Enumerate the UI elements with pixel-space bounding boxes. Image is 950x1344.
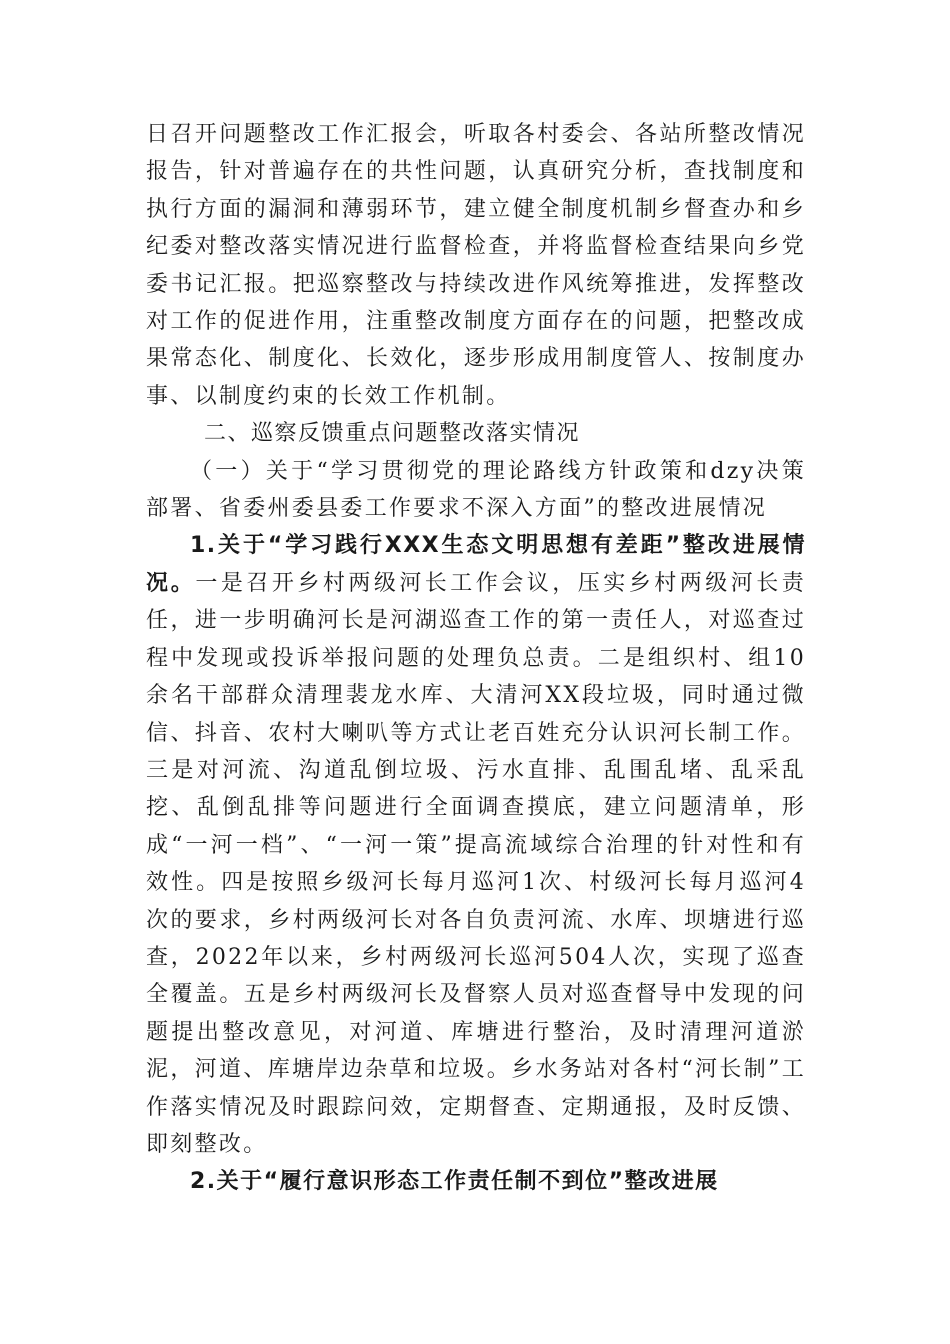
document-body	[146, 116, 806, 1201]
item-lead: 1.关于“学习践行XXX生态文明思想有差距”整改进展情况。	[146, 533, 806, 596]
item-paragraph	[146, 1163, 806, 1200]
item-body: 一是召开乡村两级河长工作会议，压实乡村两级河长责任，进一步明确河长是河湖巡查工作的第一责任人，对巡查过程中发现或投诉举报问题的处理负总责。二是组织村、组10余名干部群众清理裴龙水库、大清河XX段垃圾，同时通过微信、抖音、农村大喇叭等方式让老百姓充分认识河长制工作。三是对河流、沟道乱倒垃圾、污水直排、乱围乱堵、乱采乱挖、乱倒乱排等问题进行全面调查摸底，建立问题清单，形成“一河一档”、“一河一策”提高流域综合治理的针对性和有效性。四是按照乡级河长每月巡河1次、村级河长每月巡河4次的要求，乡村两级河长对各自负责河流、水库、坝塘进行巡查，2022年以来，乡村两级河长巡河504人次，实现了巡查全覆盖。五是乡村两级河长及督察人员对巡查督导中发现的问题提出整改意见，对河道、库塘进行整治，及时清理河道淤泥，河道、库塘岸边杂草和垃圾。乡水务站对各村“河长制”工作落实情况及时跟踪问效，定期督查、定期通报，及时反馈、即刻整改。	[146, 570, 806, 1157]
section-heading: 二、巡察反馈重点问题整改落实情况	[204, 421, 581, 447]
continuation-paragraph: 日召开问题整改工作汇报会，听取各村委会、各站所整改情况报告，针对普遍存在的共性问题，认真研究分析，查找制度和执行方面的漏洞和薄弱环节，建立健全制度机制乡督查办和乡纪委对整改落实情况进行监督检查，并将监督检查结果向乡党委书记汇报。把巡察整改与持续改进作风统筹推进，发挥整改对工作的促进作用，注重整改制度方面存在的问题，把整改成果常态化、制度化、长效化，逐步形成用制度管人、按制度办事、以制度约束的长效工作机制。	[146, 122, 806, 409]
subsection-heading: （一）关于“学习贯彻党的理论路线方针政策和dzy决策部署、省委州委县委工作要求不深入方面”的整改进展情况	[146, 458, 806, 522]
item-lead: 2.关于“履行意识形态工作责任制不到位”整改进展	[190, 1169, 719, 1195]
item-paragraph	[146, 527, 806, 1163]
